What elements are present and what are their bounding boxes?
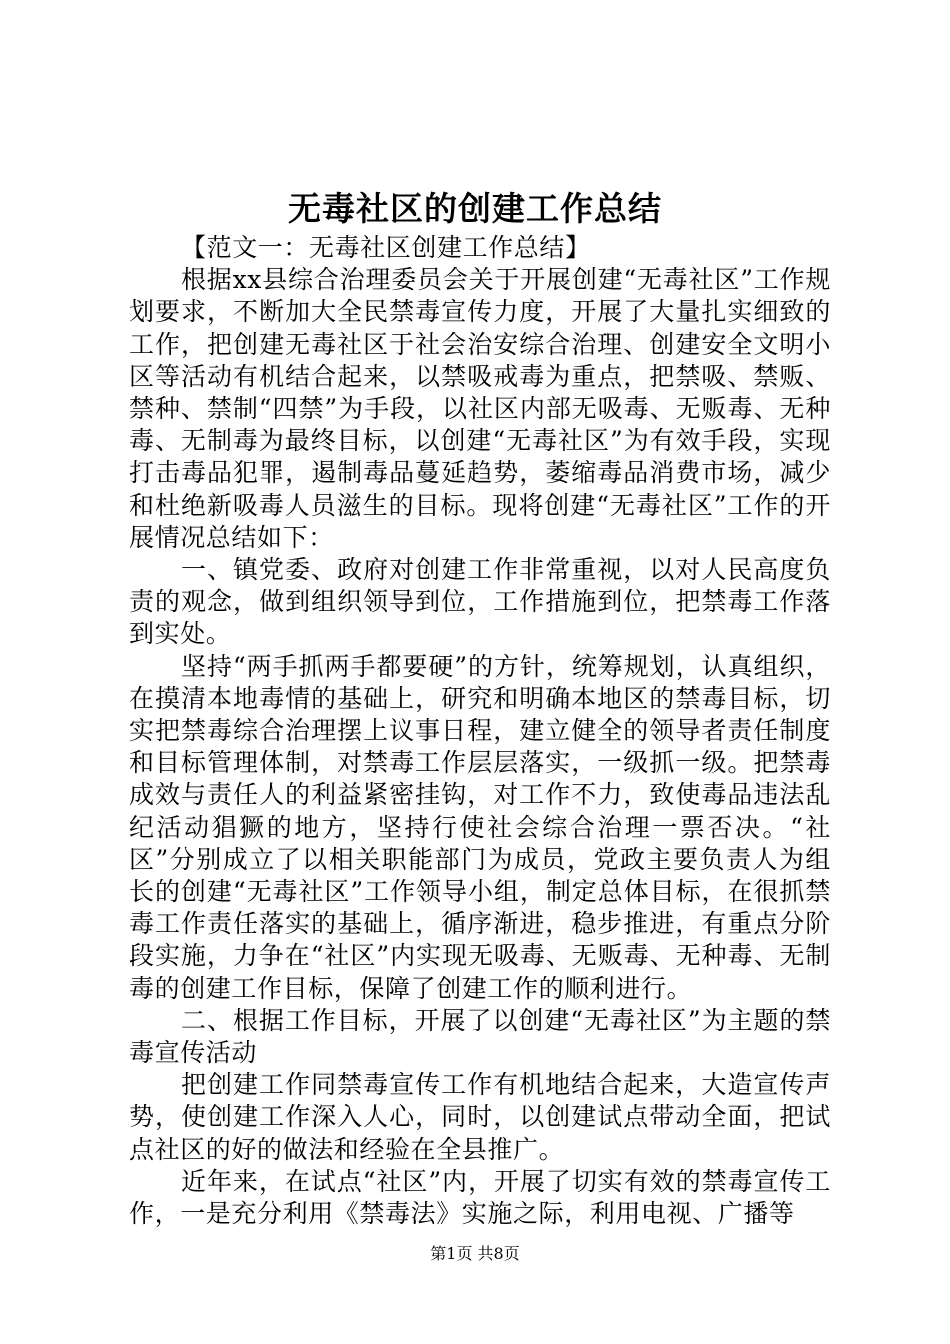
body-paragraph: 一、镇党委、政府对创建工作非常重视，以对人民高度负责的观念，做到组织领导到位，工作措施到位，把禁毒工作落到实处。 — [129, 555, 831, 649]
body-paragraph: 近年来，在试点“社区”内，开展了切实有效的禁毒宣传工作，一是充分利用《禁毒法》实施之际，利用电视、广播等 — [129, 1166, 831, 1229]
page-number-footer: 第1页 共8页 — [430, 1244, 520, 1263]
body-paragraph: 坚持“两手抓两手都要硬”的方针，统筹规划，认真组织，在摸清本地毒情的基础上，研究和明确本地区的禁毒目标，切实把禁毒综合治理摆上议事日程，建立健全的领导者责任制度和目标管理体制，对禁毒工作层层落实，一级抓一级。把禁毒成效与责任人的利益紧密挂钩，对工作不力，致使毒品违法乱纪活动猖獗的地方，坚持行使社会综合治理一票否决。“社区”分别成立了以相关职能部门为成员，党政主要负责人为组长的创建“无毒社区”工作领导小组，制定总体目标，在很抓禁毒工作责任落实的基础上，循序渐进，稳步推进，有重点分阶段实施，力争在“社区”内实现无吸毒、无贩毒、无种毒、无制毒的创建工作目标，保障了创建工作的顺利进行。 — [129, 651, 831, 1003]
document-body — [129, 232, 831, 1230]
body-paragraph: 把创建工作同禁毒宣传工作有机地结合起来，大造宣传声势，使创建工作深入人心，同时，以创建试点带动全面，把试点社区的好的做法和经验在全县推广。 — [129, 1070, 831, 1164]
section-heading: 【范文一：无毒社区创建工作总结】 — [181, 233, 591, 262]
body-paragraph: 二、根据工作目标，开展了以创建“无毒社区”为主题的禁毒宣传活动 — [129, 1005, 831, 1068]
body-paragraph: 根据xx县综合治理委员会关于开展创建“无毒社区”工作规划要求，不断加大全民禁毒宣传力度，开展了大量扎实细致的工作，把创建无毒社区于社会治安综合治理、创建安全文明小区等活动有机结合起来，以禁吸戒毒为重点，把禁吸、禁贩、禁种、禁制“四禁”为手段，以社区内部无吸毒、无贩毒、无种毒、无制毒为最终目标，以创建“无毒社区”为有效手段，实现打击毒品犯罪，遏制毒品蔓延趋势，萎缩毒品消费市场，减少和杜绝新吸毒人员滋生的目标。现将创建“无毒社区”工作的开展情况总结如下： — [129, 265, 831, 552]
document-title: 无毒社区的创建工作总结 — [288, 189, 662, 228]
